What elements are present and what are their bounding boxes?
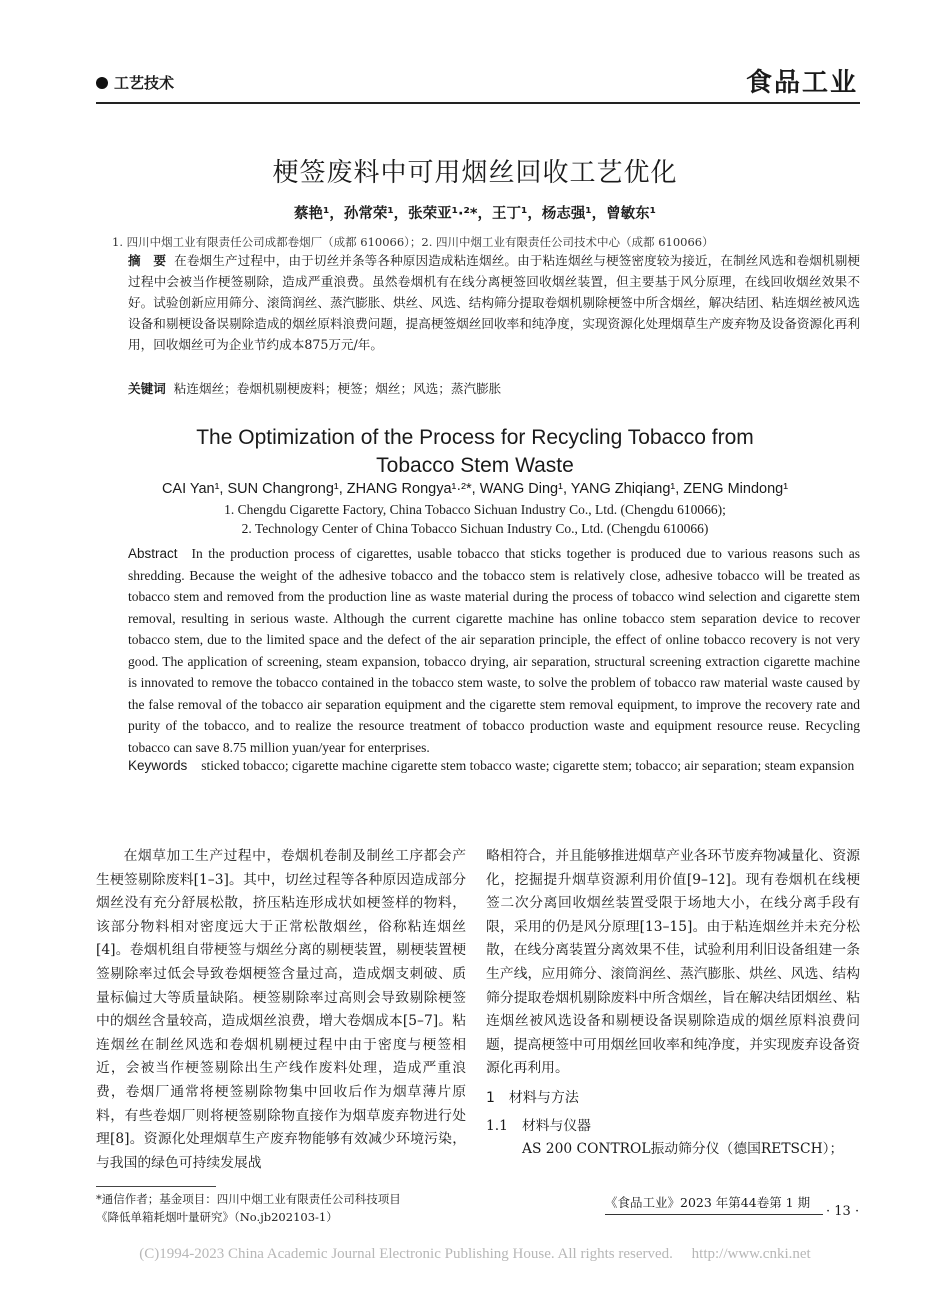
cn-abstract <box>128 250 860 355</box>
en-title-line-1: The Optimization of the Process for Recycling Tobacco from <box>196 426 754 449</box>
intro-paragraph-left: 在烟草加工生产过程中，卷烟机卷制及制丝工序都会产生梗签剔除废料[1–3]。其中，切丝过程等各种原因造成部分烟丝没有充分舒展松散，挤压粘连形成状如梗签样的物料，该部分物料相对密度远大于正常松散烟丝，俗称粘连烟丝[4]。卷烟机组自带梗签与烟丝分离的剔梗装置，剔梗装置梗签剔除率过低会导致卷烟梗签含量过高，造成烟支刺破、质量标偏过大等质量缺陷。梗签剔除率过高则会导致剔除梗签中的烟丝含量较高，造成烟丝浪费，增大卷烟成本[5–7]。粘连烟丝在制丝风选和卷烟机剔梗过程中由于密度与梗签相近，会被当作梗签剔除出生产线作废料处理，造成严重浪费，卷烟厂通常将梗签剔除物集中回收后作为烟草薄片原料，有些卷烟厂则将梗签剔除物直接作为烟草废弃物进行处理[8]。资源化处理烟草生产废弃物能够有效减少环境污染，与我国的绿色可持续发展战 <box>96 848 466 1171</box>
section-heading-1-title: 材料与方法 <box>508 1089 579 1106</box>
en-title <box>0 424 950 480</box>
subsection-heading-1-1 <box>486 1115 860 1139</box>
instrument-line: AS 200 CONTROL振动筛分仪（德国RETSCH）； <box>522 1141 844 1158</box>
cn-abstract-text: 在卷烟生产过程中，由于切丝并条等各种原因造成粘连烟丝。由于粘连烟丝与梗签密度较为接近，在制丝风选和卷烟机剔梗过程中会被当作梗签剔除，造成严重浪费。虽然卷烟机有在线分离梗签回收烟丝装置，但主要基于风分原理，在线回收烟丝效果不好。试验创新应用筛分、滚筒润丝、蒸汽膨胀、烘丝、风选、结构筛分提取卷烟机剔除梗签中所含烟丝，解决结团、粘连烟丝被风选设备和剔梗设备误剔除造成的烟丝原料浪费问题，提高梗签烟丝回收率和纯净度，实现资源化处理烟草生产废弃物及设备资源化再利用，回收烟丝可为企业节约成本875万元/年。 <box>128 253 861 352</box>
header-divider <box>96 102 860 104</box>
page-number: · 13 · <box>826 1204 860 1219</box>
en-abstract <box>128 543 860 758</box>
body-column-left <box>96 845 466 1175</box>
en-abstract-label: Abstract <box>128 546 178 561</box>
en-title-line-2: Tobacco Stem Waste <box>376 454 574 477</box>
bullet-icon <box>96 77 108 89</box>
en-keywords-text: sticked tobacco; cigarette machine cigarette stem tobacco waste; cigarette stem; tobacco; air separation; steam expansion <box>201 758 855 773</box>
footnote <box>96 1190 466 1226</box>
section-heading-1 <box>486 1087 860 1111</box>
copyright-watermark: (C)1994-2023 China Academic Journal Electronic Publishing House. All rights reserved. http://www.cnki.net <box>139 1246 811 1262</box>
cn-keywords-text: 粘连烟丝；卷烟机剔梗废料；梗签；烟丝；风选；蒸汽膨胀 <box>173 381 502 396</box>
en-keywords-label: Keywords <box>128 758 188 773</box>
en-affiliation <box>0 500 950 538</box>
en-authors: CAI Yan¹, SUN Changrong¹, ZHANG Rongya¹·²*, WANG Ding¹, YANG Zhiqiang¹, ZENG Mindong¹ <box>161 481 789 497</box>
footnote-divider <box>96 1186 216 1187</box>
cn-abstract-label: 摘 要 <box>128 253 167 268</box>
footnote-line-2: 《降低单箱耗烟叶量研究》（No.jb202103-1） <box>96 1210 338 1224</box>
subsection-heading-number: 1.1 <box>486 1117 508 1134</box>
cn-keywords <box>128 378 860 397</box>
journal-logo: 食品工业 <box>745 68 858 98</box>
en-affiliation-1: 1. Chengdu Cigarette Factory, China Tobacco Sichuan Industry Co., Ltd. (Chengdu 610066); <box>224 502 726 517</box>
cn-keywords-label: 关键词 <box>128 381 166 396</box>
body-column-right <box>486 845 860 1162</box>
footnote-line-1: *通信作者；基金项目：四川中烟工业有限责任公司科技项目 <box>96 1192 401 1206</box>
issue-info: 《食品工业》2023 年第44卷第 1 期 <box>605 1195 811 1210</box>
cn-authors: 蔡艳¹，孙常荣¹，张荣亚¹·²*，王丁¹，杨志强¹，曾敏东¹ <box>293 206 657 222</box>
cn-title: 梗签废料中可用烟丝回收工艺优化 <box>272 158 678 188</box>
section-heading-1-number: 1 <box>486 1089 495 1106</box>
en-abstract-text: In the production process of cigarettes, usable tobacco that sticks together is produced due to various reasons such as shredding. Because the weight of the adhesive tobacco and the tobacco stem is relatively close, adhesive tobacco will be treated as tobacco stem and removed from the production line as waste material during the process of tobacco wind selection and cigarette stem removal, resulting in serious waste. Although the current cigarette machine has online tobacco stem separation device to recover tobacco stem, due to the limited space and the defect of the air separation principle, the effect of online tobacco recovery is not very good. The application of screening, steam expansion, tobacco drying, air separation, structural screening extraction cigarette machine is innovated to remove the tobacco contained in the tobacco stem waste, to solve the problem of tobacco raw material waste caused by the false removal of the tobacco air separation equipment and the cigarette stem removal equipment, to improve the recovery rate and purity of the tobacco, and to realize the resource treatment of tobacco production waste and equipment resource reuse. Recycling tobacco can save 8.75 million yuan/year for enterprises. <box>128 546 860 755</box>
issue-divider <box>605 1214 823 1215</box>
intro-paragraph-right: 略相符合，并且能够推进烟草产业各环节废弃物减量化、资源化，挖掘提升烟草资源利用价值[9–12]。现有卷烟机在线梗签二次分离回收烟丝装置受限于场地大小，在线分离手段有限，采用的仍是风分原理[13–15]。由于粘连烟丝并未充分松散，在线分离装置分离效果不佳，试验利用利旧设备组建一条生产线，应用筛分、滚筒润丝、蒸汽膨胀、烘丝、风选、结构筛分提取卷烟机剔除废料中所含烟丝，旨在解决结团烟丝、粘连烟丝被风选设备和剔梗设备误剔除造成的烟丝原料浪费问题，提高梗签中可用烟丝回收率和纯净度，并实现废弃设备资源化再利用。 <box>486 848 860 1077</box>
cn-affiliation: 1. 四川中烟工业有限责任公司成都卷烟厂（成都 610066）；2. 四川中烟工业有限责任公司技术中心（成都 610066） <box>112 235 714 249</box>
subsection-heading-title: 材料与仪器 <box>521 1117 591 1134</box>
en-affiliation-2: 2. Technology Center of China Tobacco Sichuan Industry Co., Ltd. (Chengdu 610066) <box>241 521 709 536</box>
section-tag <box>96 72 174 93</box>
section-label: 工艺技术 <box>114 74 175 92</box>
en-keywords <box>128 755 860 776</box>
